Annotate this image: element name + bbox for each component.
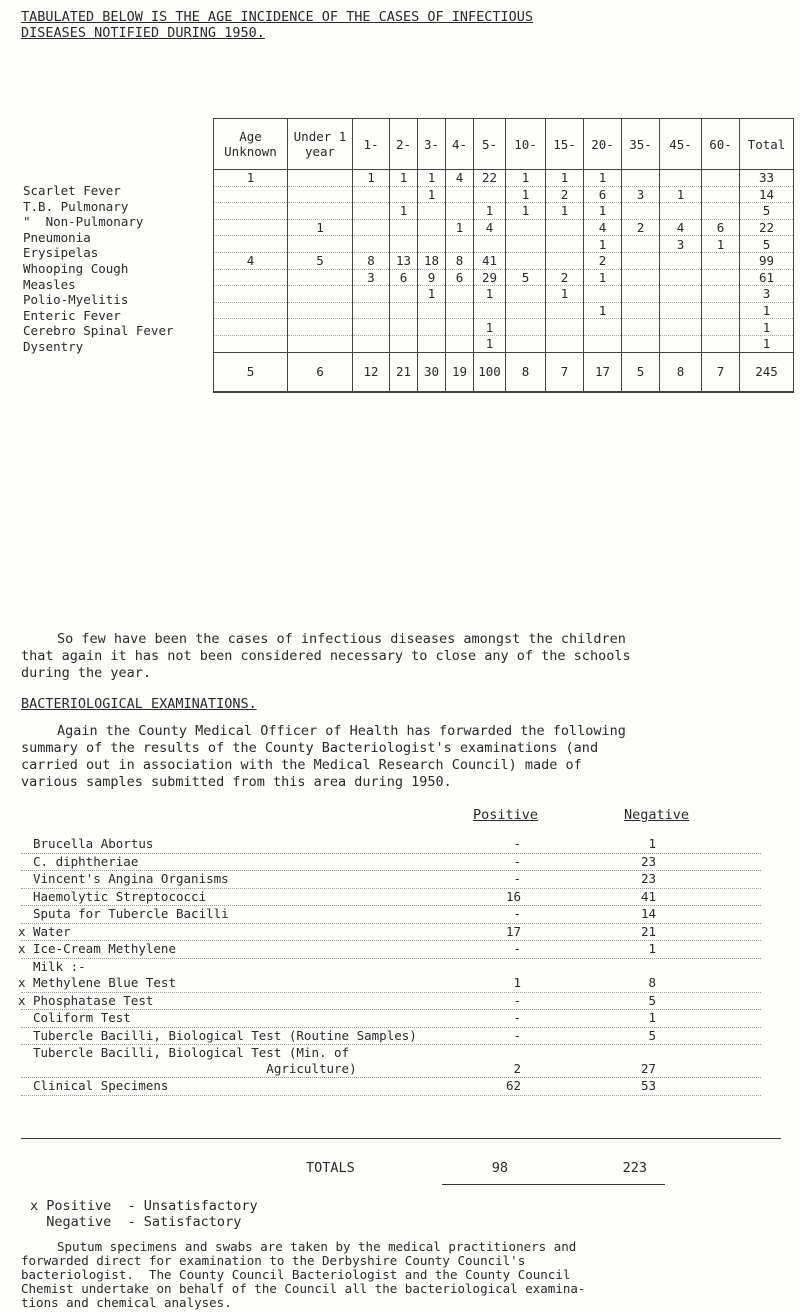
table-cell — [446, 319, 474, 336]
result-neg: 53 — [611, 1078, 656, 1094]
table-cell — [622, 286, 660, 303]
table-cell: 1 — [418, 286, 446, 303]
table-cell — [214, 236, 288, 253]
result-label: Tubercle Bacilli, Biological Test (Routine Samples) — [33, 1028, 420, 1044]
paragraph-1-line-2: that again it has not been considered necessary to close any of the schools — [21, 648, 631, 664]
table-cell — [353, 286, 390, 303]
legend-negative: Negative - Satisfactory — [30, 1214, 242, 1230]
table-cell: 13 — [390, 252, 418, 269]
divider-line — [21, 1138, 781, 1139]
table-cell — [214, 269, 288, 286]
table-header-cell: Under 1 year — [288, 119, 353, 170]
table-cell — [418, 203, 446, 220]
table-cell — [288, 286, 353, 303]
table-cell: 61 — [740, 269, 794, 286]
result-row — [18, 923, 761, 942]
total-cell: 245 — [740, 352, 794, 392]
table-cell: 6 — [390, 269, 418, 286]
table-cell — [584, 335, 622, 352]
result-pos: 2 — [461, 1061, 521, 1077]
paragraph-2-line-2: summary of the results of the County Bacteriologist's examinations (and — [21, 740, 599, 756]
table-row — [214, 269, 794, 286]
table-cell: 5 — [740, 236, 794, 253]
table-cell: 2 — [546, 269, 584, 286]
table-cell — [214, 186, 288, 203]
disease-label: Measles — [23, 276, 76, 292]
result-label: C. diphtheriae — [33, 854, 141, 870]
table-cell: 18 — [418, 252, 446, 269]
table-cell: 3 — [740, 286, 794, 303]
result-neg: 1 — [611, 836, 656, 852]
table-header-cell: 15- — [546, 119, 584, 170]
table-cell: 2 — [584, 252, 622, 269]
total-cell: 5 — [214, 352, 288, 392]
table-cell: 9 — [418, 269, 446, 286]
result-label: Ice-Cream Methylene — [33, 941, 179, 957]
result-label: Clinical Specimens — [33, 1078, 171, 1094]
table-cell — [622, 319, 660, 336]
table-header-cell: 20- — [584, 119, 622, 170]
column-heading-positive: Positive — [473, 807, 539, 823]
result-neg: 5 — [611, 993, 656, 1009]
table-header-cell: Age Unknown — [214, 119, 288, 170]
table-header-cell: 60- — [702, 119, 740, 170]
table-cell — [622, 252, 660, 269]
result-pos: - — [461, 836, 521, 852]
table-cell: 8 — [353, 252, 390, 269]
table-cell: 3 — [622, 186, 660, 203]
table-cell — [353, 335, 390, 352]
table-cell — [390, 319, 418, 336]
result-neg: 23 — [611, 854, 656, 870]
table-cell: 1 — [390, 170, 418, 187]
table-cell: 1 — [506, 203, 546, 220]
table-cell: 1 — [506, 170, 546, 187]
result-row — [21, 959, 761, 976]
result-pos: - — [461, 1010, 521, 1026]
table-cell — [214, 203, 288, 220]
table-cell — [702, 319, 740, 336]
table-cell — [702, 335, 740, 352]
table-cell: 8 — [446, 252, 474, 269]
table-cell — [288, 203, 353, 220]
paragraph-3-line-3: bacteriologist. The County Council Bacteriologist and the County Council — [21, 1267, 571, 1282]
disease-labels — [23, 183, 174, 355]
table-row — [214, 252, 794, 269]
table-cell — [702, 269, 740, 286]
table-cell: 1 — [584, 170, 622, 187]
table-cell: 1 — [474, 286, 506, 303]
table-cell — [288, 186, 353, 203]
table-cell: 1 — [660, 186, 702, 203]
disease-label: Pneumonia — [23, 229, 91, 245]
table-header-cell: 1- — [353, 119, 390, 170]
table-cell — [418, 219, 446, 236]
table-cell: 33 — [740, 170, 794, 187]
column-heading-negative: Negative — [624, 807, 690, 823]
table-cell: 1 — [584, 269, 622, 286]
table-cell: 6 — [584, 186, 622, 203]
table-cell: 1 — [702, 236, 740, 253]
table-cell — [446, 335, 474, 352]
table-cell — [214, 286, 288, 303]
disease-label: Dysentry — [23, 338, 84, 354]
totals-negative: 223 — [622, 1160, 647, 1176]
result-label: Haemolytic Streptococci — [33, 889, 209, 905]
table-cell: 5 — [740, 203, 794, 220]
disease-label: Cerebro Spinal Fever — [23, 323, 174, 339]
table-cell — [702, 286, 740, 303]
table-cell — [288, 236, 353, 253]
table-cell: 1 — [474, 335, 506, 352]
table-cell — [660, 252, 702, 269]
table-cell — [446, 186, 474, 203]
table-cell — [546, 252, 584, 269]
bacteriological-heading: BACTERIOLOGICAL EXAMINATIONS. — [21, 696, 257, 712]
table-cell: 2 — [622, 219, 660, 236]
table-cell — [353, 219, 390, 236]
table-cell — [546, 219, 584, 236]
total-cell: 12 — [353, 352, 390, 392]
table-cell — [474, 302, 506, 319]
table-cell — [660, 302, 702, 319]
result-pos: - — [461, 906, 521, 922]
table-cell — [390, 302, 418, 319]
table-cell — [702, 203, 740, 220]
table-header-cell: 35- — [622, 119, 660, 170]
table-cell: 29 — [474, 269, 506, 286]
table-cell — [418, 302, 446, 319]
table-cell — [214, 219, 288, 236]
total-cell: 8 — [660, 352, 702, 392]
total-cell: 17 — [584, 352, 622, 392]
table-cell — [446, 302, 474, 319]
result-label: Water — [33, 924, 74, 940]
table-cell: 1 — [546, 286, 584, 303]
result-row — [21, 1078, 761, 1096]
table-cell — [584, 319, 622, 336]
table-cell: 14 — [740, 186, 794, 203]
table-row — [214, 186, 794, 203]
table-header-cell: Total — [740, 119, 794, 170]
table-cell: 22 — [474, 170, 506, 187]
table-cell: 1 — [390, 203, 418, 220]
paragraph-1-line-1: So few have been the cases of infectious diseases amongst the children — [57, 631, 626, 647]
table-cell — [446, 236, 474, 253]
disease-label: Polio-Myelitis — [23, 292, 129, 308]
result-pos: - — [461, 1028, 521, 1044]
table-cell — [214, 335, 288, 352]
paragraph-3-line-5: tions and chemical analyses. — [21, 1295, 232, 1310]
disease-label: " Non-Pulmonary — [23, 214, 144, 230]
table-cell — [353, 203, 390, 220]
result-neg: 14 — [611, 906, 656, 922]
result-mark: x — [18, 923, 26, 939]
totals-row — [214, 352, 794, 392]
table-cell — [660, 269, 702, 286]
table-cell — [353, 319, 390, 336]
table-row — [214, 219, 794, 236]
table-row — [214, 236, 794, 253]
table-row — [214, 319, 794, 336]
table-cell: 5 — [506, 269, 546, 286]
table-cell — [353, 302, 390, 319]
table-cell: 4 — [660, 219, 702, 236]
table-cell — [660, 203, 702, 220]
table-cell — [390, 186, 418, 203]
result-neg: 41 — [611, 889, 656, 905]
result-row — [18, 992, 761, 1011]
table-cell — [622, 269, 660, 286]
bacteriological-results-list — [18, 836, 761, 1096]
table-cell — [546, 335, 584, 352]
result-pos: 17 — [461, 924, 521, 940]
table-cell — [660, 335, 702, 352]
table-cell: 1 — [474, 203, 506, 220]
table-cell — [288, 319, 353, 336]
table-cell — [546, 236, 584, 253]
age-incidence-table — [213, 118, 794, 393]
table-cell — [353, 236, 390, 253]
table-header-cell: 2- — [390, 119, 418, 170]
total-cell: 21 — [390, 352, 418, 392]
result-label: Phosphatase Test — [33, 993, 156, 1009]
total-cell: 7 — [546, 352, 584, 392]
result-neg: 5 — [611, 1028, 656, 1044]
table-cell — [446, 203, 474, 220]
result-neg: 27 — [611, 1061, 656, 1077]
disease-label: Scarlet Fever — [23, 183, 121, 198]
table-cell: 1 — [288, 219, 353, 236]
total-cell: 6 — [288, 352, 353, 392]
result-row — [21, 1010, 761, 1028]
table-cell — [622, 170, 660, 187]
table-cell — [546, 302, 584, 319]
table-cell: 41 — [474, 252, 506, 269]
table-cell: 22 — [740, 219, 794, 236]
table-cell: 5 — [288, 252, 353, 269]
paragraph-3-line-2: forwarded direct for examination to the Derbyshire County Council's — [21, 1253, 526, 1268]
table-cell — [506, 236, 546, 253]
table-cell: 3 — [353, 269, 390, 286]
result-label: Milk :- — [33, 959, 89, 975]
table-row — [214, 286, 794, 303]
table-cell — [353, 186, 390, 203]
paragraph-2-line-1: Again the County Medical Officer of Health has forwarded the following — [57, 723, 626, 739]
table-cell — [660, 286, 702, 303]
result-neg: 1 — [611, 941, 656, 957]
result-row — [18, 941, 761, 959]
result-pos: 16 — [461, 889, 521, 905]
table-header-cell: 5- — [474, 119, 506, 170]
total-cell: 5 — [622, 352, 660, 392]
result-pos: - — [461, 871, 521, 887]
paragraph-2-line-4: various samples submitted from this area during 1950. — [21, 774, 452, 790]
paragraph-2-line-3: carried out in association with the Medical Research Council) made of — [21, 757, 582, 773]
result-pos: - — [461, 854, 521, 870]
table-cell: 1 — [546, 170, 584, 187]
result-row — [21, 871, 761, 889]
result-label: Brucella Abortus — [33, 836, 156, 852]
table-cell — [622, 203, 660, 220]
table-cell — [506, 286, 546, 303]
table-cell: 4 — [214, 252, 288, 269]
table-cell — [418, 236, 446, 253]
table-cell — [288, 269, 353, 286]
total-cell: 7 — [702, 352, 740, 392]
table-cell — [418, 319, 446, 336]
table-cell — [506, 252, 546, 269]
table-cell — [288, 335, 353, 352]
table-cell: 1 — [353, 170, 390, 187]
result-neg: 8 — [611, 975, 656, 991]
result-row — [21, 889, 761, 907]
disease-label: Enteric Fever — [23, 307, 121, 323]
table-cell — [546, 319, 584, 336]
result-label: Tubercle Bacilli, Biological Test (Min. of Agriculture) — [33, 1045, 360, 1077]
result-row — [21, 836, 761, 854]
table-cell: 1 — [418, 186, 446, 203]
totals-positive: 98 — [491, 1160, 508, 1176]
table-cell: 4 — [584, 219, 622, 236]
table-cell — [474, 236, 506, 253]
table-cell — [584, 286, 622, 303]
result-label: Coliform Test — [33, 1010, 134, 1026]
disease-label: Whooping Cough — [23, 260, 129, 276]
result-label: Vincent's Angina Organisms — [33, 871, 232, 887]
total-cell: 100 — [474, 352, 506, 392]
table-header-cell: 10- — [506, 119, 546, 170]
table-cell — [390, 236, 418, 253]
result-row — [21, 1045, 761, 1078]
table-cell: 1 — [418, 170, 446, 187]
result-label: Sputa for Tubercle Bacilli — [33, 906, 232, 922]
table-cell — [622, 302, 660, 319]
table-cell: 2 — [546, 186, 584, 203]
total-cell: 8 — [506, 352, 546, 392]
table-cell: 1 — [546, 203, 584, 220]
table-cell — [214, 319, 288, 336]
paragraph-3-line-4: Chemist undertake on behalf of the Council all the bacteriological examina- — [21, 1281, 586, 1296]
table-header-cell: 45- — [660, 119, 702, 170]
table-cell — [660, 319, 702, 336]
table-row — [214, 203, 794, 220]
table-cell — [702, 252, 740, 269]
result-row — [21, 1028, 761, 1046]
table-cell: 1 — [740, 319, 794, 336]
table-cell: 1 — [474, 319, 506, 336]
table-cell — [390, 286, 418, 303]
table-cell — [622, 236, 660, 253]
table-cell: 6 — [702, 219, 740, 236]
table-cell: 4 — [446, 170, 474, 187]
table-cell: 1 — [740, 335, 794, 352]
table-cell: 1 — [506, 186, 546, 203]
result-label: Methylene Blue Test — [33, 975, 179, 991]
table-cell — [506, 219, 546, 236]
table-cell — [660, 170, 702, 187]
table-header-cell: 3- — [418, 119, 446, 170]
table-cell: 6 — [446, 269, 474, 286]
totals-underline — [442, 1184, 665, 1185]
table-cell — [214, 302, 288, 319]
table-cell: 1 — [740, 302, 794, 319]
table-cell: 1 — [584, 302, 622, 319]
table-cell: 1 — [446, 219, 474, 236]
result-pos: - — [461, 993, 521, 1009]
table-cell — [702, 302, 740, 319]
table-cell — [446, 286, 474, 303]
disease-label: T.B. Pulmonary — [23, 198, 129, 214]
result-row — [18, 975, 761, 993]
result-neg: 21 — [611, 924, 656, 940]
table-cell: 3 — [660, 236, 702, 253]
paragraph-3-line-1: Sputum specimens and swabs are taken by the medical practitioners and — [57, 1239, 577, 1254]
title-line-2: DISEASES NOTIFIED DURING 1950. — [21, 25, 265, 41]
table-cell — [506, 319, 546, 336]
result-row — [21, 906, 761, 924]
table-cell — [506, 335, 546, 352]
result-neg: 1 — [611, 1010, 656, 1026]
total-cell: 30 — [418, 352, 446, 392]
result-pos: 1 — [461, 975, 521, 991]
table-cell — [622, 335, 660, 352]
table-cell — [288, 302, 353, 319]
table-row — [214, 302, 794, 319]
table-row — [214, 170, 794, 187]
table-cell: 1 — [584, 236, 622, 253]
table-cell — [702, 170, 740, 187]
result-neg: 23 — [611, 871, 656, 887]
title-line-1: TABULATED BELOW IS THE AGE INCIDENCE OF THE CASES OF INFECTIOUS — [21, 9, 534, 25]
table-cell — [288, 170, 353, 187]
legend-positive: x Positive - Unsatisfactory — [30, 1198, 258, 1214]
totals-label: TOTALS — [306, 1160, 355, 1176]
table-cell — [506, 302, 546, 319]
table-header-cell: 4- — [446, 119, 474, 170]
table-cell: 1 — [584, 203, 622, 220]
paragraph-1-line-3: during the year. — [21, 665, 152, 681]
table-cell — [390, 335, 418, 352]
disease-label: Erysipelas — [23, 245, 99, 261]
result-mark: x — [18, 941, 26, 956]
result-pos: - — [461, 941, 521, 957]
result-pos: 62 — [461, 1078, 521, 1094]
table-cell: 4 — [474, 219, 506, 236]
table-row — [214, 335, 794, 352]
result-row — [21, 854, 761, 872]
total-cell: 19 — [446, 352, 474, 392]
result-mark: x — [18, 975, 26, 990]
table-cell — [474, 186, 506, 203]
table-cell — [702, 186, 740, 203]
result-mark: x — [18, 992, 26, 1008]
table-cell — [390, 219, 418, 236]
table-cell — [418, 335, 446, 352]
table-cell: 1 — [214, 170, 288, 187]
table-cell: 99 — [740, 252, 794, 269]
